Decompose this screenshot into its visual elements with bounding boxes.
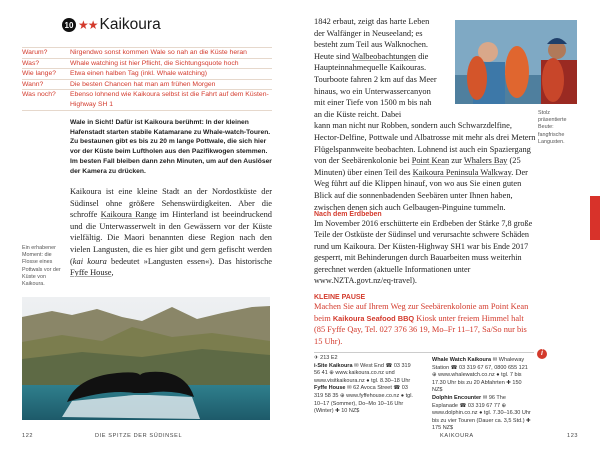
fact-value: Ebenso lohnend wie Kaikoura selbst ist die Fahrt auf dem Küsten-Highway SH 1 [70,91,269,108]
fact-key: Wann? [22,80,44,88]
link-kaikoura-range[interactable]: Kaikoura Range [100,210,157,220]
fact-row [22,68,272,79]
fact-row [22,89,272,110]
text: Kaikoura ist eine kleine Stadt an der Nordostküste der Südinsel ohne größere Sehenswürdigkeiten. Aber die schroffe [70,187,272,220]
earthquake-text: Im November 2016 erschütterte ein Erdbeben der Stärke 7,8 große Teile der Ostküste der Südinsel und verursachte schwere Schäden rund um Kaikoura. Der Küsten-Highway SH1 war bis Ende 2017 gesperrt, mit Behinderungen durch Bauarbeiten muss weiterhin gerechnet werden (aktuelle Informationen unter www.NZTA.govt.nz/eq-travel). [314,219,533,286]
text-italic: kai koura [72,256,107,266]
link-peninsula-walkway[interactable]: Kaikoura Peninsula Walkway [412,167,512,177]
info-icon: i [537,349,547,359]
fact-value: Etwa einen halben Tag (inkl. Whale watching) [70,70,208,78]
section-number-badge: 10 [62,18,76,32]
earthquake-heading: Nach dem Erdbeben [314,211,382,218]
text: (25 Minuten) über einen Teil des [314,156,521,177]
photo-caption-langusten: Stolz präsentierte Beute: fangfrische Langusten. [538,110,567,145]
fact-row [22,47,272,58]
title-text: Kaikoura [99,16,161,33]
text: Machen Sie auf Ihrem Weg zur Seebärenkolonie am Point Kean beim [314,302,529,323]
map-reference: ✈ 213 E2 [314,355,338,361]
photo-caption-whale: Ein erhabener Moment: die Flosse eines Pottwals vor der Küste von Kaikoura. [22,245,61,288]
link-whalers-bay[interactable]: Whalers Bay [463,156,508,166]
link-point-kean[interactable]: Point Kean [411,156,450,166]
text-bold: Kaikoura Seafood BBQ [332,313,415,323]
page-number-right: 123 [567,433,579,439]
link-fyffe-house[interactable]: Fyffe House [70,268,112,278]
facts-table [22,47,272,111]
kleine-pause-box [314,294,536,347]
whale-tail-photo [22,297,270,420]
section-title [62,16,161,34]
info-details: ✉ 96 The Esplanade ☎ 03 319 67 77 ⊕ www.dolphin.co.nz ● tgl. 7.30–16.30 Uhr bis zu vier Touren (Dauer ca. 3,5 Std.) ✚ 175 NZ$ [432,394,531,432]
fact-key: Was? [22,59,40,67]
fact-value: Nirgendwo sonst kommen Wale so nah an die Küste heran [70,49,247,56]
info-details: ✉ West End ☎ 03 319 56 41 ⊕ www.kaikoura.co.nz und www.visitkaikoura.nz ● tgl. 8.30–18 Uhr [314,362,411,384]
fact-value: Die besten Chancen hat man am frühen Morgen [70,80,216,88]
intro-paragraph: Wale in Sicht! Dafür ist Kaikoura berühmt: In der kleinen Hafenstadt starten stabile Katamarane zu Whale-watch-Touren. Zu bestaunen gibt es bis zu 20 m lange Pottwale, die sich hier vor der Küste beim Luftholen aus den Pazifikwogen stemmen. Im besten Fall bleiben dann zehn Minuten, um auf den Auslöser der Kamera zu drücken. [70,119,272,175]
star-rating-icon: ★★ [78,18,98,32]
fact-value: Whale watching ist hier Pflicht, die Sichtungsquote hoch [70,59,239,67]
info-details: ✉ 62 Avoca Street ☎ 03 319 58 35 ⊕ www.fyffehouse.co.nz ● tgl. 10–17 (Sommer), Do–Mo 10–16 Uhr (Winter) ✚ 10 NZ$ [314,385,413,415]
info-name: Fyffe House [314,385,346,392]
body-paragraph-1 [70,186,272,279]
text: bedeutet »Langusten essen«). Das historische [106,256,272,266]
pause-text [314,301,536,347]
text: 1842 erbaut, zeigt das harte Leben der Walfänger in Neuseeland; es besteht zum Teil aus Walknochen. Heute sind [314,17,430,61]
info-column-2 [432,357,532,433]
info-name: i-Site Kaikoura [314,362,353,369]
earthquake-box [314,211,544,286]
info-column-1 [314,355,414,416]
text: im Hinterland ist beeindruckend und die Unterwasserwelt in den Gewässern vor der Küste vielfältig. Die Maori benannten diese Region nach den vielen Langusten, die es hier gibt und gern gefischt werden ( [70,210,272,266]
running-header-right: KAIKOURA [440,433,474,439]
fact-row [22,58,272,69]
text: . Der Weg führt auf die Klippen hinauf, von wo aus Sie einen guten Blick auf die sonnenbadenden Seebären unter Ihnen haben, zwischen denen sich auch Gelbaugen-Pinguine tummeln. [314,167,528,212]
text: , [111,268,114,278]
info-name: Dolphin Encounter [432,394,482,401]
info-divider [314,352,534,353]
text: die Haupteinnahmequelle Kaikouras. Tourboote fahren 2 km auf das Meer hinaus, wo ein Unterwassercanyon mit einer Tiefe von 1500 m bis nah an die Küste reicht. Dabei [314,51,437,119]
fact-key: Was noch? [22,91,56,99]
chapter-tab-marker [590,196,600,240]
page-number-left: 122 [22,433,34,439]
info-details: ✉ Whaleway Station ☎ 03 319 67 67, 0800 655 121 ⊕ www.whalewatch.co.nz ● tgl. 7 bis 17.30 Uhr bis zu 20 Abfahrten ✚ 150 NZ$ [432,357,528,394]
text: kann man nicht nur Robben, sondern auch Schwarzdelfine, Hector-Delfine, Pottwale und Albatrosse mit mehr als drei Metern Flügelspannweite beobachten. Lohnend ist auch ein Spaziergang von der Seebärenkolonie bei [314,121,536,166]
pause-heading: KLEINE PAUSE [314,294,366,301]
langusten-photo [455,20,577,104]
fact-key: Wie lange? [22,70,57,78]
text: zur [449,156,464,166]
info-name: Whale Watch Kaikoura [432,357,492,363]
link-walbeobachtungen[interactable]: Walbeobachtungen [352,51,416,61]
running-header-left: DIE SPITZE DER SÜDINSEL [95,433,183,439]
fact-key: Warum? [22,49,48,56]
text: Kiosk unter freiem Himmel halt (85 Fyffe Qay, Tel. 027 376 36 19, Mo–Fr 11–17, Sa/So nur bis 15 Uhr). [314,313,527,346]
fact-row [22,79,272,90]
